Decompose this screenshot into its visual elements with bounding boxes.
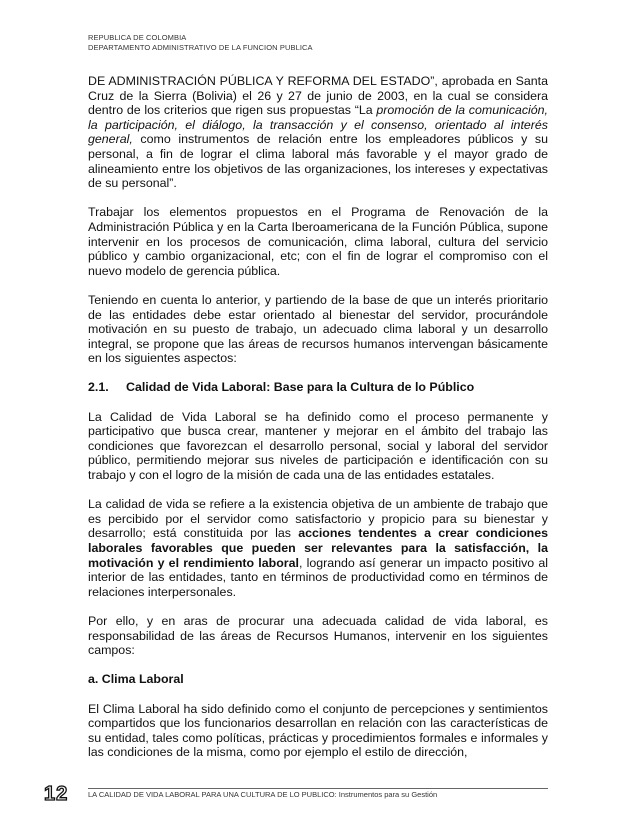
header-line-1: REPUBLICA DE COLOMBIA — [88, 33, 187, 42]
section-number: 2.1. — [88, 380, 109, 395]
paragraph-5-text-c: , logrando así generar un impacto positivo al interior de las entidades, tanto en términos de productividad como en términos de relaciones interpersonales. — [88, 555, 549, 599]
paragraph-4: La Calidad de Vida Laboral se ha definido como el proceso permanente y participativo que busca crear, mantener y mejorar en el ámbito del trabajo las condiciones que favorezcan el desarrollo personal, social y laboral del servidor público, permitiendo mejorar sus niveles de participación e identificación con su trabajo y con el logro de la misión de cada una de las entidades estatales. — [88, 409, 548, 483]
paragraph-2: Trabajar los elementos propuestos en el Programa de Renovación de la Administración Pública y en la Carta Iberoamericana de la Función Pública, supone intervenir en los procesos de comunicación, clima laboral, cultura del servicio público y cambio organizacional, etc; con el fin de lograr el compromiso con el nuevo modelo de gerencia pública. — [88, 205, 548, 278]
paragraph-6: Por ello, y en aras de procurar una adecuada calidad de vida laboral, es responsabilidad de las áreas de Recursos Humanos, intervenir en los siguientes campos: — [88, 613, 548, 658]
paragraph-7: El Clima Laboral ha sido definido como el conjunto de percepciones y sentimientos compartidos que los funcionarios desarrollan en relación con las características de su entidad, tales como políticas, prácticas y procedimientos formales e informales y las condiciones de la misma, como por ejemplo el estilo de dirección, — [88, 701, 548, 760]
body-content — [88, 74, 548, 775]
paragraph-1-text-c: como instrumentos de relación entre los empleadores públicos y su personal, a fin de lograr el clima laboral más favorable y el mayor grado de alineamiento entre los objetivos de las organizaciones, los intereses y expectativas de su personal”. — [88, 132, 548, 191]
paragraph-5-text-a: La calidad de vida se refiere a la existencia objetiva de un ambiente de trabajo que es percibido por el servidor como satisfactorio y propicio para su bienestar y desarrollo; está constituida por las — [88, 497, 548, 541]
paragraph-3: Teniendo en cuenta lo anterior, y partiendo de la base de que un interés prioritario de las entidades debe estar orientado al bienestar del servidor, procurándole motivación en su puesto de trabajo, un adecuado clima laboral y un desarrollo integral, se propone que las áreas de recursos humanos intervengan básicamente en los siguientes aspectos: — [88, 292, 548, 366]
header-line-2: DEPARTAMENTO ADMINISTRATIVO DE LA FUNCION PUBLICA — [88, 43, 313, 52]
subsection-heading: a. Clima Laboral — [88, 672, 184, 687]
paragraph-1 — [88, 74, 548, 191]
paragraph-1-quote-italic: promoción de la comunicación, la participación, el diálogo, la transacción y el consenso, orientado al interés general, — [88, 103, 548, 147]
page-header — [88, 33, 313, 53]
paragraph-5-bold: acciones tendentes a crear condiciones laborales favorables que pueden ser relevantes para la satisfacción, la motivación y el rendimiento laboral — [88, 526, 548, 570]
paragraph-1-text-a: DE ADMINISTRACIÓN PÚBLICA Y REFORMA DEL ESTADO”, aprobada en Santa Cruz de la Sierra (Bolivia) el 26 y 27 de junio de 2003, en la cual se considera dentro de los criterios que rigen sus propuestas “La — [88, 74, 548, 118]
footer-divider — [88, 788, 548, 789]
paragraph-5 — [88, 497, 548, 599]
footer-text: LA CALIDAD DE VIDA LABORAL PARA UNA CULTURA DE LO PUBLICO: Instrumentos para su Gestión — [88, 790, 438, 799]
page-number: 12 — [44, 783, 69, 805]
section-title: Calidad de Vida Laboral: Base para la Cultura de lo Público — [126, 380, 475, 395]
section-heading — [88, 380, 548, 395]
